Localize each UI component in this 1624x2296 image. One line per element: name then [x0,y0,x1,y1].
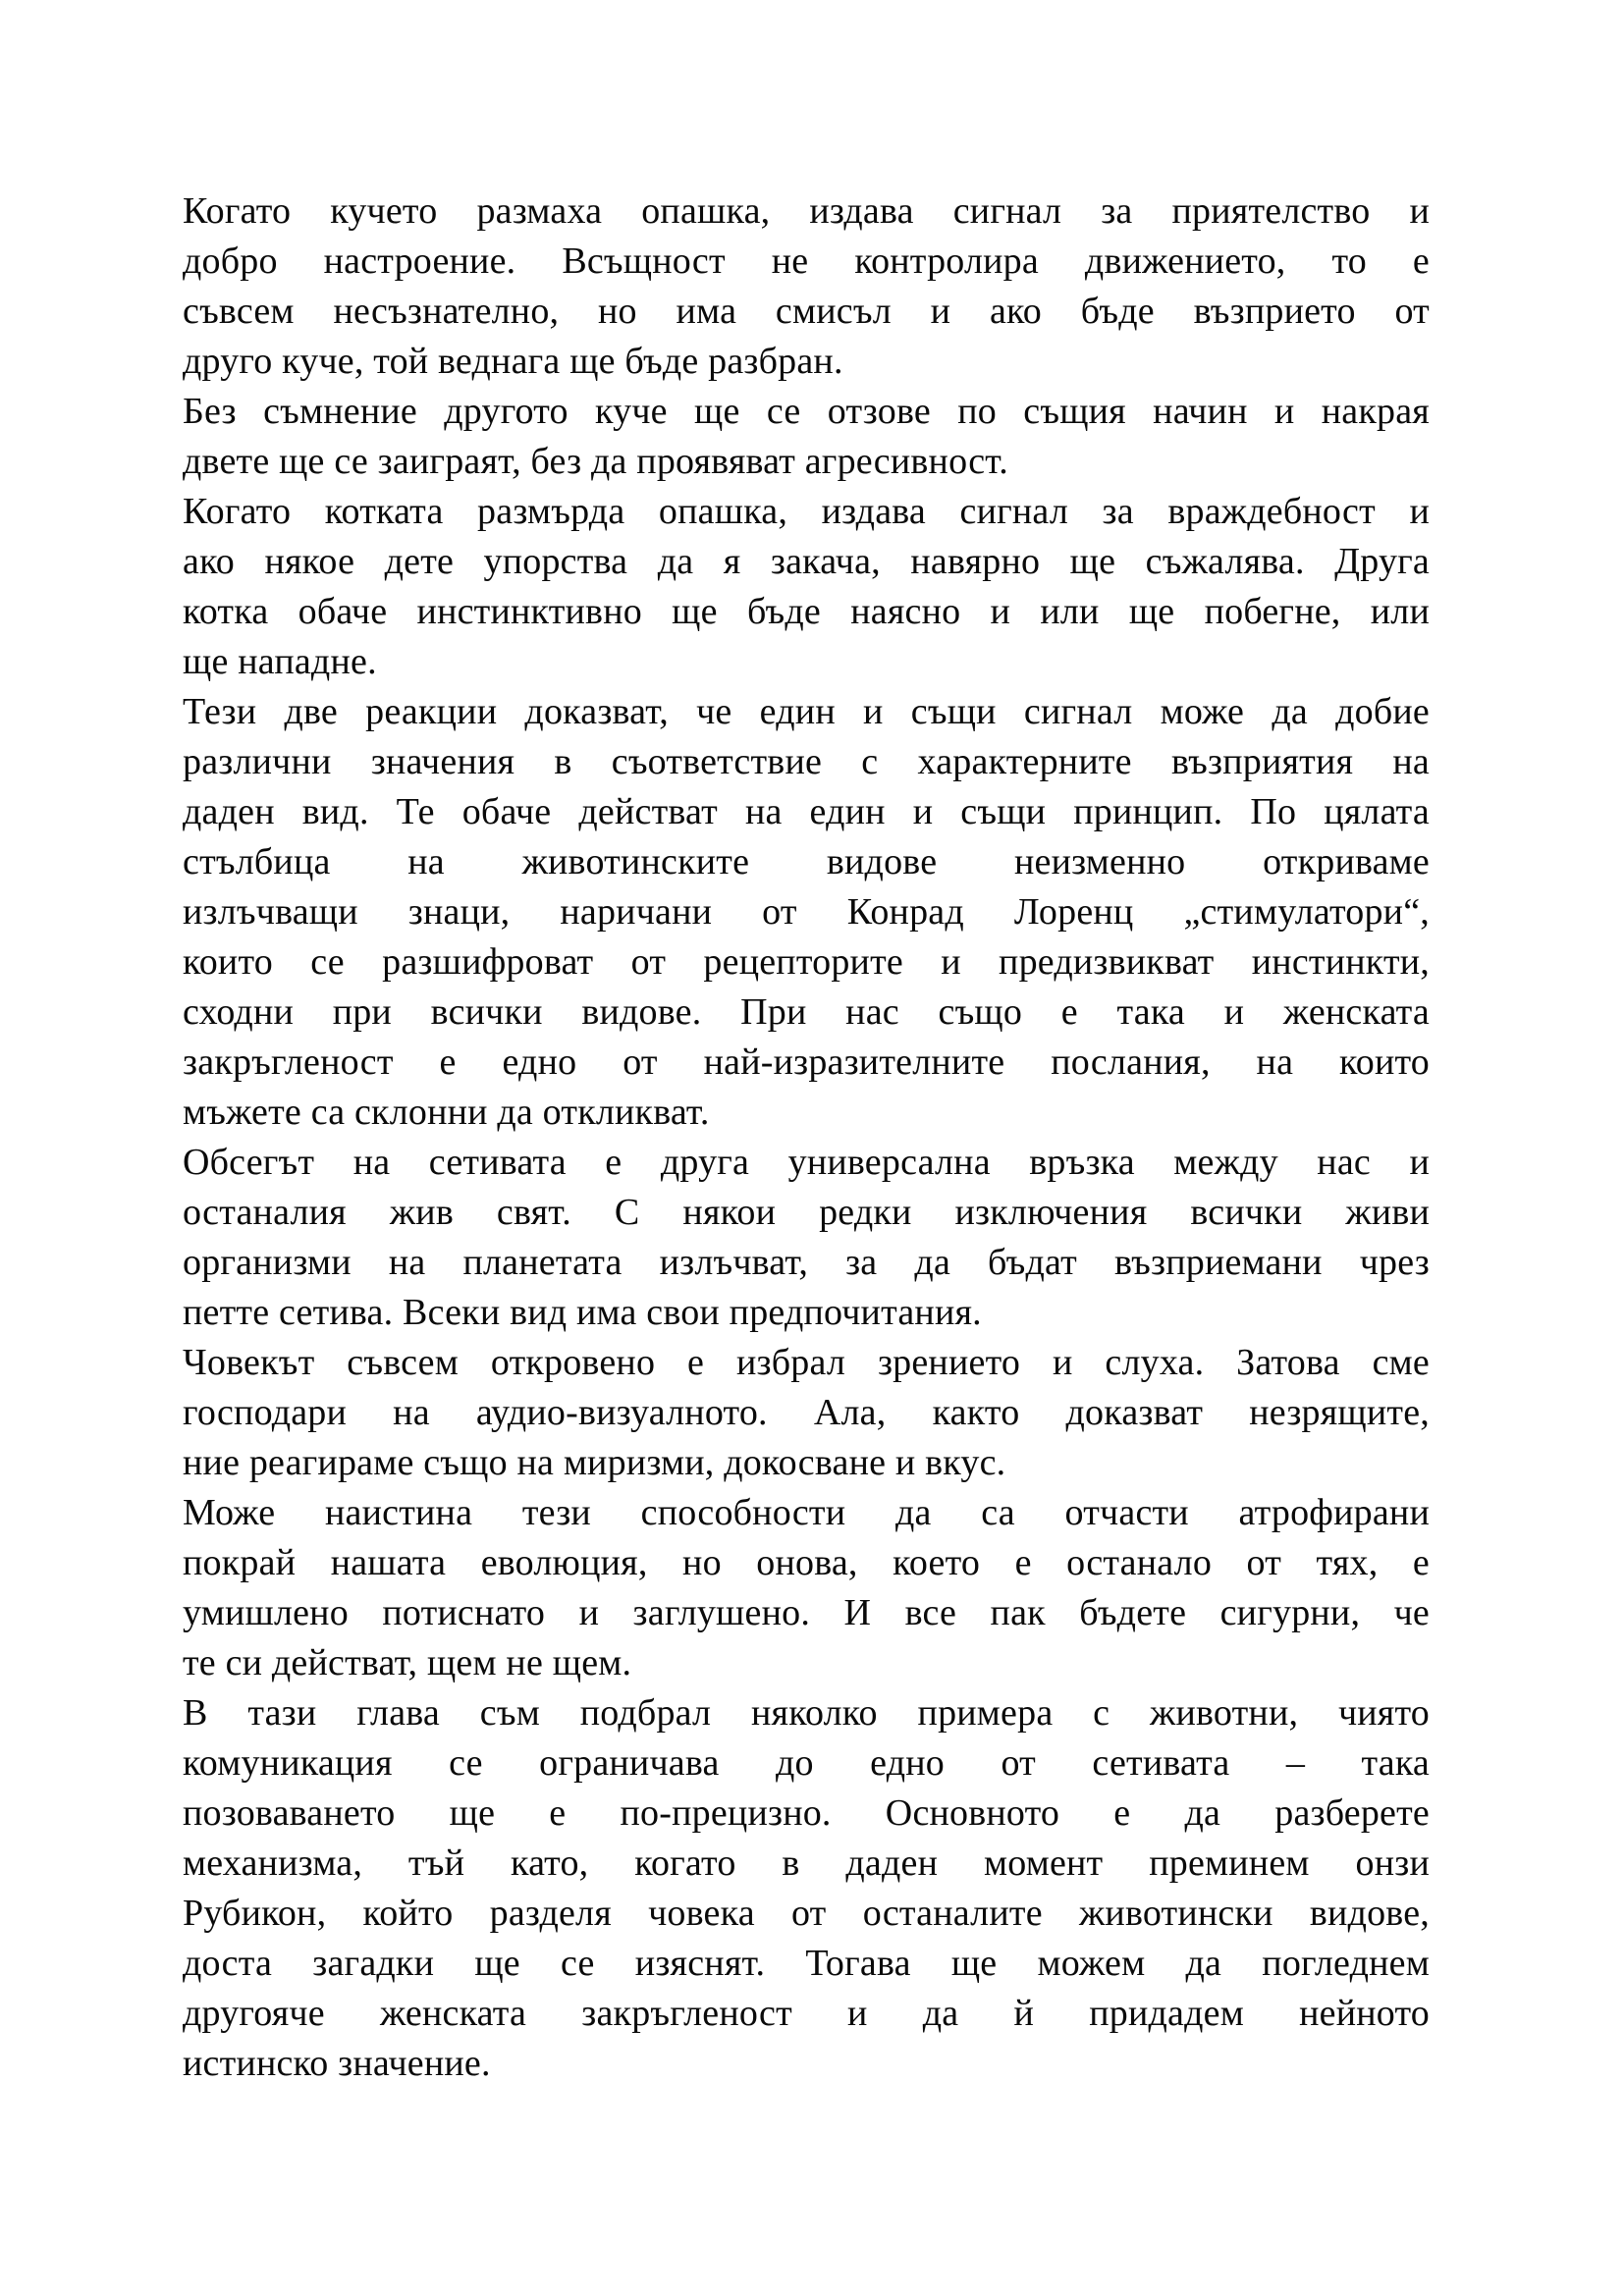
text-line: те си действат, щем не щем. [183,1642,632,1683]
text-line: петте сетива. Всеки вид има свои предпочитания. [183,1292,982,1333]
text-line: двете ще се заиграят, без да проявяват агресивност. [183,441,1008,482]
text-line: умишлено потиснато и заглушено. И все пак бъдете сигурни, че [183,1592,1430,1633]
text-line: механизма, тъй като, когато в даден момент преминем онзи [183,1842,1430,1884]
text-line: другояче женската закръгленост и да й придадем нейното [183,1993,1430,2034]
text-block [183,187,1430,2089]
text-line: Когато котката размърда опашка, издава сигнал за враждебност и [183,491,1430,532]
text-line: Тези две реакции доказват, че един и същи сигнал може да добие [183,691,1430,732]
text-line: различни значения в съответствие с характерните възприятия на [183,741,1430,782]
text-line: друго куче, той веднага ще бъде разбран. [183,341,843,382]
text-line: ние реагираме също на миризми, докосване и вкус. [183,1442,1006,1483]
text-line: котка обаче инстинктивно ще бъде наясно и или ще побегне, или [183,591,1430,632]
text-line: доста загадки ще се изяснят. Тогава ще можем да погледнем [183,1943,1430,1984]
text-line: Човекът съвсем откровено е избрал зрението и слуха. Затова сме [183,1342,1430,1383]
text-line: комуникация се ограничава до едно от сетивата – така [183,1742,1430,1784]
paragraph [183,187,1430,387]
text-line: сходни при всички видове. При нас също е така и женската [183,991,1430,1033]
text-line: ще нападне. [183,641,377,682]
text-line: стълбица на животинските видове неизменно откриваме [183,841,1430,882]
paragraph [183,387,1430,487]
text-line: останалия жив свят. С някои редки изключения всички живи [183,1192,1430,1233]
text-line: даден вид. Те обаче действат на един и същи принцип. По цялата [183,791,1430,832]
paragraph [183,1138,1430,1338]
text-line: добро настроение. Всъщност не контролира движението, то е [183,240,1430,282]
text-line: Когато кучето размаха опашка, издава сигнал за приятелство и [183,190,1430,232]
text-line: Обсегът на сетивата е друга универсална връзка между нас и [183,1142,1430,1183]
text-line: които се разшифроват от рецепторите и предизвикват инстинкти, [183,941,1430,983]
text-line: организми на планетата излъчват, за да бъдат възприемани чрез [183,1242,1430,1283]
text-line: Рубикон, който разделя човека от останалите животински видове, [183,1893,1430,1934]
paragraph [183,1688,1430,2089]
text-line: В тази глава съм подбрал няколко примера с животни, чиято [183,1692,1430,1734]
text-line: закръгленост е едно от най-изразителните послания, на които [183,1041,1430,1083]
paragraph [183,1488,1430,1688]
text-line: ако някое дете упорства да я закача, навярно ще съжалява. Друга [183,541,1430,582]
text-line: покрай нашата еволюция, но онова, което е останало от тях, е [183,1542,1430,1583]
text-line: мъжете са склонни да откликват. [183,1092,710,1133]
text-line: господари на аудио-визуалното. Ала, както доказват незрящите, [183,1392,1430,1433]
text-line: позоваването ще е по-прецизно. Основното е да разберете [183,1792,1430,1834]
paragraph [183,687,1430,1138]
text-line: истинско значение. [183,2043,491,2084]
text-line: Може наистина тези способности да са отчасти атрофирани [183,1492,1430,1533]
paragraph [183,1338,1430,1488]
text-line: съвсем несъзнателно, но има смисъл и ако бъде възприето от [183,291,1430,332]
text-line: Без съмнение другото куче ще се отзове по същия начин и накрая [183,391,1430,432]
text-line: излъчващи знаци, наричани от Конрад Лоренц „стимулатори“, [183,891,1430,933]
paragraph [183,487,1430,687]
